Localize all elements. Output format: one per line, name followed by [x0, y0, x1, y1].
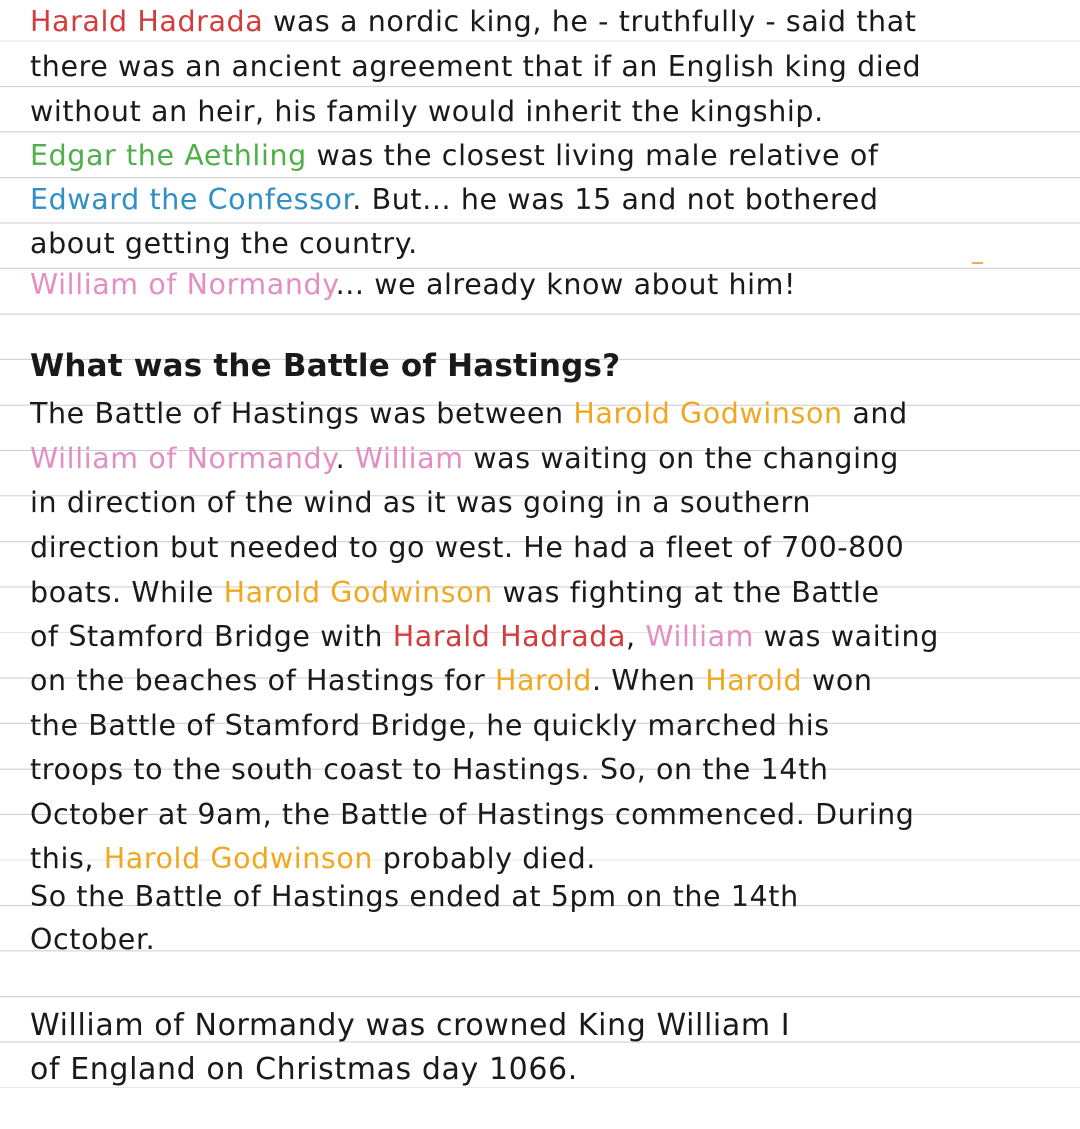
claimants-line-3: without an heir, his family would inherit the kingship.	[30, 95, 824, 128]
section-heading-battle: What was the Battle of Hastings?	[30, 348, 621, 384]
battle-line-3: in direction of the wind as it was going in a southern	[30, 486, 812, 519]
battle-line-8: the Battle of Stamford Bridge, he quickly marched his	[30, 709, 830, 742]
text-segment: .	[335, 442, 355, 475]
name-harold: Harold	[705, 664, 803, 697]
text-segment: this,	[30, 842, 104, 875]
text-segment: The Battle of Hastings was between	[30, 397, 574, 430]
battle-line-7	[30, 659, 1040, 703]
name-harald-hadrada: Harald Hadrada	[392, 620, 627, 653]
text-segment: . But... he was 15 and not bothered	[352, 183, 879, 216]
text-segment: ,	[626, 620, 646, 653]
battle-line-9: troops to the south coast to Hastings. So, on the 14th	[30, 753, 829, 786]
claimants-line-7	[30, 263, 1040, 307]
coronation-line-1: William of Normandy was crowned King William I	[30, 1008, 791, 1043]
text-segment: won	[802, 664, 873, 697]
battle-line-10: October at 9am, the Battle of Hastings commenced. During	[30, 798, 915, 831]
battle-line-12: So the Battle of Hastings ended at 5pm on the 14th	[30, 880, 799, 913]
text-segment: on the beaches of Hastings for	[30, 664, 495, 697]
name-william-of-normandy: William of Normandy	[30, 268, 336, 301]
text-segment: was a nordic king, he - truthfully - said that	[263, 5, 917, 38]
battle-line-6	[30, 615, 1040, 659]
text-segment: boats. While	[30, 576, 224, 609]
claimants-line-6: about getting the country.	[30, 227, 418, 260]
name-william: William	[354, 442, 464, 475]
name-william: William	[645, 620, 755, 653]
text-segment: was the closest living male relative of	[306, 139, 879, 172]
text-segment: was waiting	[754, 620, 939, 653]
text-segment: ... we already know about him!	[335, 268, 797, 301]
battle-line-1	[30, 392, 1040, 436]
battle-line-2	[30, 437, 1040, 481]
text-segment: and	[842, 397, 908, 430]
text-segment: probably died.	[373, 842, 596, 875]
battle-line-5	[30, 571, 1040, 615]
name-harald-hadrada: Harald Hadrada	[30, 5, 264, 38]
name-william-of-normandy: William of Normandy	[30, 442, 336, 475]
claimants-line-1	[30, 0, 1040, 44]
name-edward-the-confessor: Edward the Confessor	[30, 183, 353, 216]
name-harold-godwinson: Harold Godwinson	[573, 397, 843, 430]
claimants-line-5	[30, 178, 1040, 222]
battle-line-13: October.	[30, 923, 156, 956]
name-harold-godwinson: Harold Godwinson	[103, 842, 374, 875]
text-segment: . When	[591, 664, 706, 697]
name-harold-godwinson: Harold Godwinson	[223, 576, 493, 609]
text-segment: of Stamford Bridge with	[30, 620, 393, 653]
name-harold: Harold	[494, 664, 592, 697]
coronation-line-2: of England on Christmas day 1066.	[30, 1052, 578, 1087]
battle-line-4: direction but needed to go west. He had a fleet of 700-800	[30, 531, 905, 564]
text-segment: was waiting on the changing	[463, 442, 899, 475]
text-segment: was fighting at the Battle	[492, 576, 880, 609]
claimants-line-2: there was an ancient agreement that if an English king died	[30, 50, 922, 83]
name-edgar-the-aethling: Edgar the Aethling	[30, 139, 307, 172]
claimants-line-4	[30, 134, 1040, 178]
